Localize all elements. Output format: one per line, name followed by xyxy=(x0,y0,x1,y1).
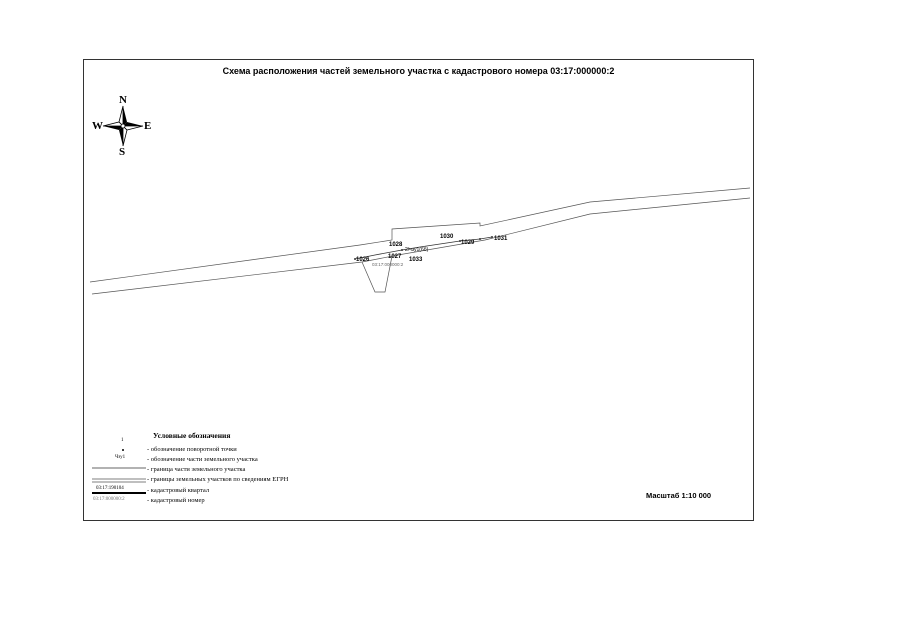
compass-rose-icon xyxy=(103,106,143,146)
legend-item-turning-point: - обозначение поворотной точки xyxy=(147,446,237,453)
point-label-1030: 1030 xyxy=(440,234,454,240)
map-title: Схема расположения частей земельного участка с кадастрового номера 03:17:000000:2 xyxy=(222,66,615,76)
compass-north-label: N xyxy=(119,94,127,106)
point-label-1029: 1029 xyxy=(461,240,475,246)
compass-west-label: W xyxy=(92,120,103,132)
point-label-1027: 1027 xyxy=(388,254,402,260)
legend-item-cadastral-quarter: - кадастровый квартал xyxy=(147,487,210,494)
legend-symbol-point-number: 1 xyxy=(121,438,124,443)
legend-item-part-boundary: - граница части земельного участка xyxy=(147,466,246,473)
legend-symbol-cadastral-number: 03:17:000000:2 xyxy=(93,497,125,502)
point-label-1031: 1031 xyxy=(494,236,508,242)
legend-symbol-part: Чзу1 xyxy=(115,455,126,460)
cadastral-number-label: 03:17:000000:2 xyxy=(372,262,404,267)
parcel-part-label: 2/чзу1(6б) xyxy=(405,247,429,253)
point-label-1028: 1028 xyxy=(389,242,403,248)
legend-item-cadastral-number: - кадастровый номер xyxy=(147,497,205,504)
point-label-1026: 1026 xyxy=(356,257,370,263)
point-label-1033: 1033 xyxy=(409,257,423,263)
legend-point-symbol xyxy=(122,449,124,451)
legend-item-egrn-boundaries: - границы земельных участков по сведениям ЕГРН xyxy=(147,476,289,483)
compass-south-label: S xyxy=(119,146,126,158)
legend-symbol-quarter: 03:17:190104 xyxy=(96,486,124,491)
legend-title: Условные обозначения xyxy=(153,431,231,440)
map-scale: Масштаб 1:10 000 xyxy=(646,491,712,500)
legend-item-parcel-part: - обозначение части земельного участка xyxy=(147,456,258,463)
compass-east-label: E xyxy=(144,120,152,132)
parcel-boundary-lines xyxy=(90,188,750,294)
turning-point-marker xyxy=(401,249,403,251)
turning-point-marker xyxy=(479,238,481,240)
turning-point-marker xyxy=(491,236,493,238)
